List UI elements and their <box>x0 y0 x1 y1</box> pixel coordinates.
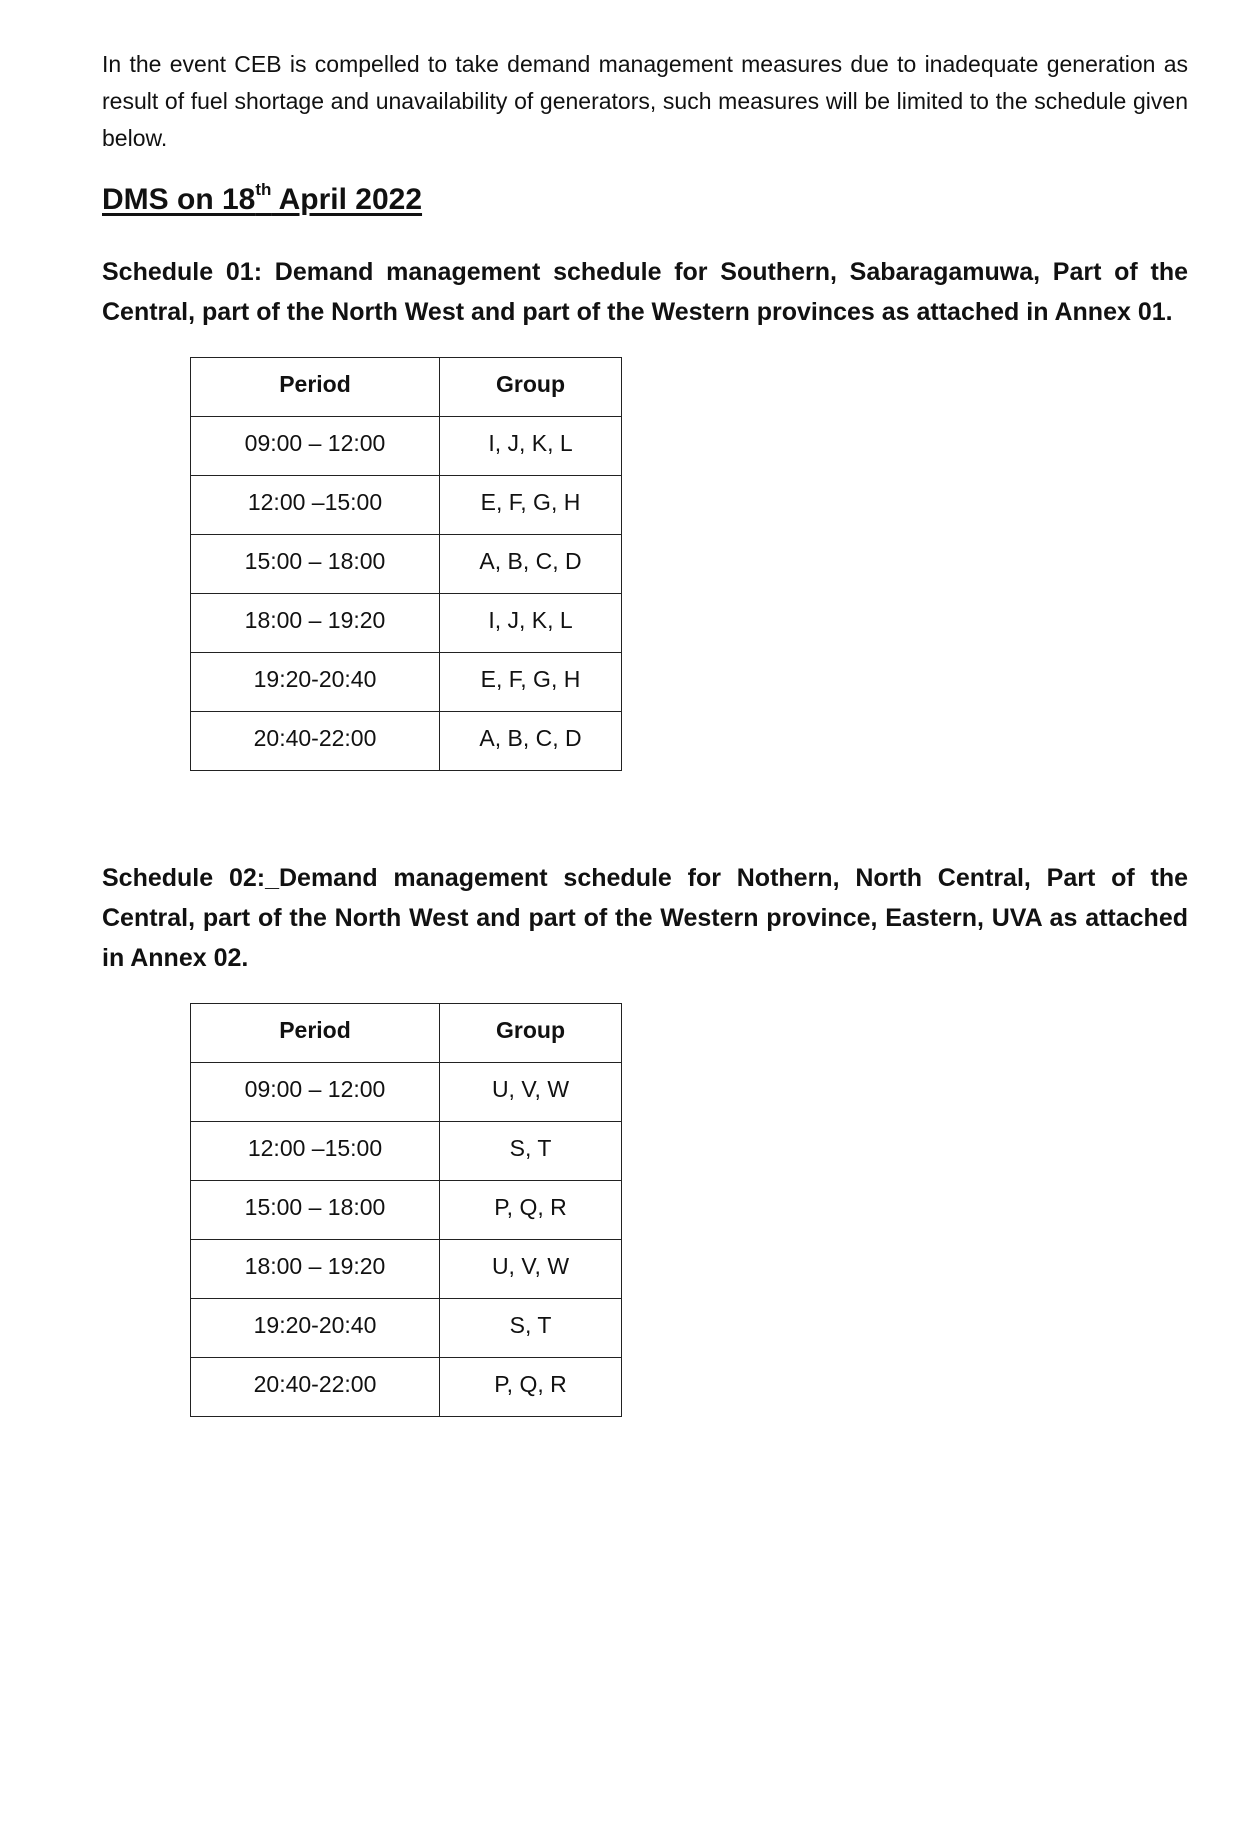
schedule-02-table <box>190 1003 622 1417</box>
period-header: Period <box>191 1004 440 1063</box>
table-row <box>191 712 622 771</box>
group-cell: U, V, W <box>440 1063 622 1122</box>
period-cell: 18:00 – 19:20 <box>191 1240 440 1299</box>
table-row <box>191 1122 622 1181</box>
period-cell: 15:00 – 18:00 <box>191 1181 440 1240</box>
table-row <box>191 1299 622 1358</box>
group-cell: P, Q, R <box>440 1358 622 1417</box>
table-header-row <box>191 358 622 417</box>
group-cell: I, J, K, L <box>440 594 622 653</box>
group-header: Group <box>440 1004 622 1063</box>
heading-superscript: th <box>255 180 272 199</box>
period-cell: 09:00 – 12:00 <box>191 417 440 476</box>
period-cell: 12:00 –15:00 <box>191 1122 440 1181</box>
schedule-02-title: Schedule 02:_Demand management schedule for Nothern, North Central, Part of the Central, part of the North West and part of the Western province, Eastern, UVA as attached in Annex 02. <box>102 864 1188 972</box>
period-cell: 18:00 – 19:20 <box>191 594 440 653</box>
group-cell: E, F, G, H <box>440 476 622 535</box>
table-row <box>191 1240 622 1299</box>
schedule-01-title: Schedule 01: Demand management schedule for Southern, Sabaragamuwa, Part of the Central, part of the North West and part of the Western provinces as attached in Annex 01. <box>102 258 1188 326</box>
group-cell: U, V, W <box>440 1240 622 1299</box>
group-cell: A, B, C, D <box>440 712 622 771</box>
group-cell: A, B, C, D <box>440 535 622 594</box>
group-cell: E, F, G, H <box>440 653 622 712</box>
table-row <box>191 476 622 535</box>
group-cell: S, T <box>440 1299 622 1358</box>
heading-suffix: April 2022 <box>271 183 423 216</box>
table-row <box>191 594 622 653</box>
table-row <box>191 1181 622 1240</box>
table-row <box>191 1063 622 1122</box>
group-cell: I, J, K, L <box>440 417 622 476</box>
period-cell: 09:00 – 12:00 <box>191 1063 440 1122</box>
heading-prefix: DMS on 18 <box>102 183 256 216</box>
period-cell: 15:00 – 18:00 <box>191 535 440 594</box>
group-header: Group <box>440 358 622 417</box>
period-cell: 19:20-20:40 <box>191 653 440 712</box>
table-row <box>191 535 622 594</box>
table-header-row <box>191 1004 622 1063</box>
table-row <box>191 417 622 476</box>
schedule-01-table <box>190 357 622 771</box>
period-cell: 20:40-22:00 <box>191 1358 440 1417</box>
table-row <box>191 653 622 712</box>
table-row <box>191 1358 622 1417</box>
period-cell: 20:40-22:00 <box>191 712 440 771</box>
period-header: Period <box>191 358 440 417</box>
intro-paragraph: In the event CEB is compelled to take demand management measures due to inadequate generation as result of fuel shortage and unavailability of generators, such measures will be limited to the schedule given below. <box>102 51 1188 151</box>
group-cell: P, Q, R <box>440 1181 622 1240</box>
period-cell: 12:00 –15:00 <box>191 476 440 535</box>
period-cell: 19:20-20:40 <box>191 1299 440 1358</box>
group-cell: S, T <box>440 1122 622 1181</box>
dms-heading <box>102 180 423 217</box>
